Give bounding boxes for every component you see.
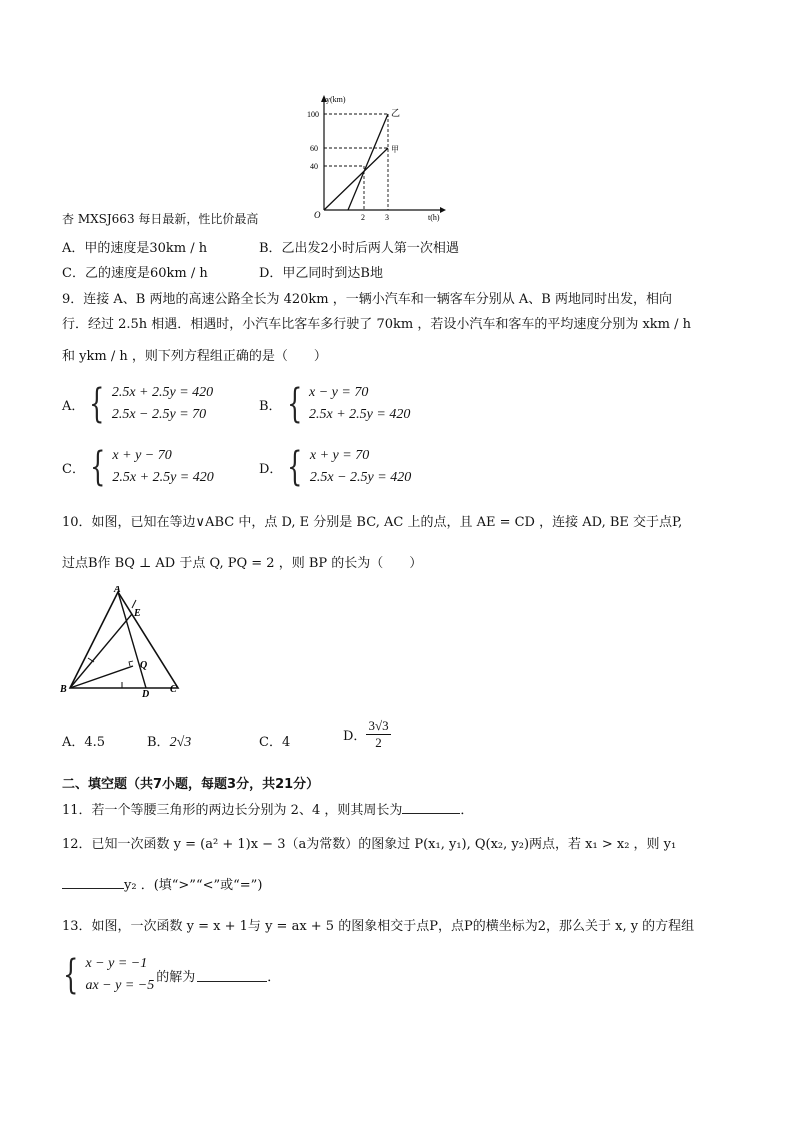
q9-b-eq1: x − y = 70 xyxy=(309,385,369,400)
q9-option-b xyxy=(259,382,410,426)
q12-line2-text: y₂ ．(填“>”“<”或“=”) xyxy=(124,878,263,893)
distance-time-graph xyxy=(288,92,448,222)
q10-option-d-label: D． xyxy=(343,729,367,744)
q8-intro: 杏 MXSJ663 每日最新，性比价最高 xyxy=(62,212,259,226)
line-yi xyxy=(348,114,388,210)
q9-c-eq2: 2.5x + 2.5y = 420 xyxy=(112,470,214,485)
q9-a-eq2: 2.5x − 2.5y = 70 xyxy=(111,407,207,422)
q13-answer-blank[interactable] xyxy=(197,969,267,982)
q13-eq2: ax − y = −5 xyxy=(85,978,155,993)
q9-option-d xyxy=(259,445,411,489)
q8-option-b: B．乙出发2小时后两人第一次相遇 xyxy=(259,241,459,256)
brace-icon: { xyxy=(90,444,106,490)
label-q: Q xyxy=(140,660,148,671)
q11-end: ． xyxy=(460,803,474,818)
q9-c-eq1: x + y − 70 xyxy=(112,448,172,463)
y-tick-100: 100 xyxy=(307,110,319,119)
q9-option-a-label: A． xyxy=(62,398,85,414)
brace-icon: { xyxy=(89,381,105,427)
q10-option-a: A．4.5 xyxy=(62,735,106,750)
q9-a-eq1: 2.5x + 2.5y = 420 xyxy=(111,385,214,400)
label-c: C xyxy=(170,684,177,695)
q10-line2: 过点B作 BQ ⊥ AD 于点 Q, PQ = 2 ，则 BP 的长为（ ） xyxy=(62,556,423,571)
q10-option-d xyxy=(343,718,391,751)
q11-text: 11．若一个等腰三角形的两边长分别为 2、4 ，则其周长为 xyxy=(62,803,403,818)
line-label-yi: 乙 xyxy=(391,108,401,118)
q9-line1: 9．连接 A、B 两地的高速公路全长为 420km ，一辆小汽车和一辆客车分别从 A、B 两地同时出发，相向 xyxy=(62,292,672,307)
q10-option-b-value: 2√3 xyxy=(169,735,192,750)
brace-icon: { xyxy=(286,381,302,427)
q10-line1: 10．如图，已知在等边∨ABC 中，点 D, E 分别是 BC, AC 上的点，且 AE = CD ，连接 AD, BE 交于点P, xyxy=(62,515,683,530)
x-axis-label: t(h) xyxy=(428,213,440,222)
line-jia xyxy=(324,148,388,210)
q9-option-d-label: D． xyxy=(259,461,283,477)
q10-option-d-num: 3√3 xyxy=(368,718,389,733)
q9-option-c xyxy=(62,445,214,489)
q8-option-c: C．乙的速度是60km / h xyxy=(62,266,208,281)
q11-answer-blank[interactable] xyxy=(402,801,460,814)
q9-b-eq2: 2.5x + 2.5y = 420 xyxy=(309,407,411,422)
q9-d-eq1: x + y = 70 xyxy=(309,448,370,463)
brace-icon: { xyxy=(63,952,79,998)
label-e: E xyxy=(134,608,141,619)
q13-line1: 13．如图，一次函数 y = x + 1与 y = ax + 5 的图象相交于点P，点P的横坐标为2，那么关于 x, y 的方程组 xyxy=(62,919,695,934)
q8-option-a: A．甲的速度是30km / h xyxy=(62,241,208,256)
label-a: A xyxy=(114,586,121,595)
label-d: D xyxy=(142,689,150,698)
q9-line2: 行．经过 2.5h 相遇．相遇时，小汽车比客车多行驶了 70km ，若设小汽车和客车的平均速度分别为 xkm / h xyxy=(62,317,692,332)
q10-option-c: C．4 xyxy=(259,735,291,750)
y-tick-60: 60 xyxy=(310,144,318,153)
q12-line1: 12．已知一次函数 y = (a² + 1)x − 3（a为常数）的图象过 P(x₁, y₁), Q(x₂, y₂)两点，若 x₁ > x₂ ，则 y₁ xyxy=(62,837,677,852)
q9-option-b-label: B． xyxy=(259,398,282,414)
q12-line2 xyxy=(62,874,262,893)
q13-system xyxy=(58,953,280,997)
y-tick-40: 40 xyxy=(310,162,318,171)
triangle-figure xyxy=(60,586,190,698)
q13-end: ． xyxy=(267,969,281,985)
label-b: B xyxy=(60,684,67,695)
q10-option-b-label: B． xyxy=(147,735,170,750)
q13-after: 的解为 xyxy=(156,969,196,985)
q8-option-d: D．甲乙同时到达B地 xyxy=(259,266,383,281)
x-tick-2: 2 xyxy=(361,213,365,222)
origin-label: O xyxy=(314,210,321,220)
q10-option-b xyxy=(147,731,191,751)
line-label-jia: 甲 xyxy=(391,145,399,154)
q11 xyxy=(62,799,473,818)
q13-eq1: x − y = −1 xyxy=(85,956,148,971)
q9-option-c-label: C． xyxy=(62,461,85,477)
q9-d-eq2: 2.5x − 2.5y = 420 xyxy=(309,470,412,485)
q10-option-d-den: 2 xyxy=(375,735,382,750)
x-tick-3: 3 xyxy=(385,213,389,222)
q12-answer-blank[interactable] xyxy=(62,876,124,889)
q9-option-a xyxy=(62,382,213,426)
q9-line3: 和 ykm / h ，则下列方程组正确的是（ ） xyxy=(62,349,327,364)
y-axis-label: y(km) xyxy=(326,95,346,104)
section-title: 二、填空题（共7小题，每题3分，共21分） xyxy=(62,777,320,792)
brace-icon: { xyxy=(287,444,303,490)
